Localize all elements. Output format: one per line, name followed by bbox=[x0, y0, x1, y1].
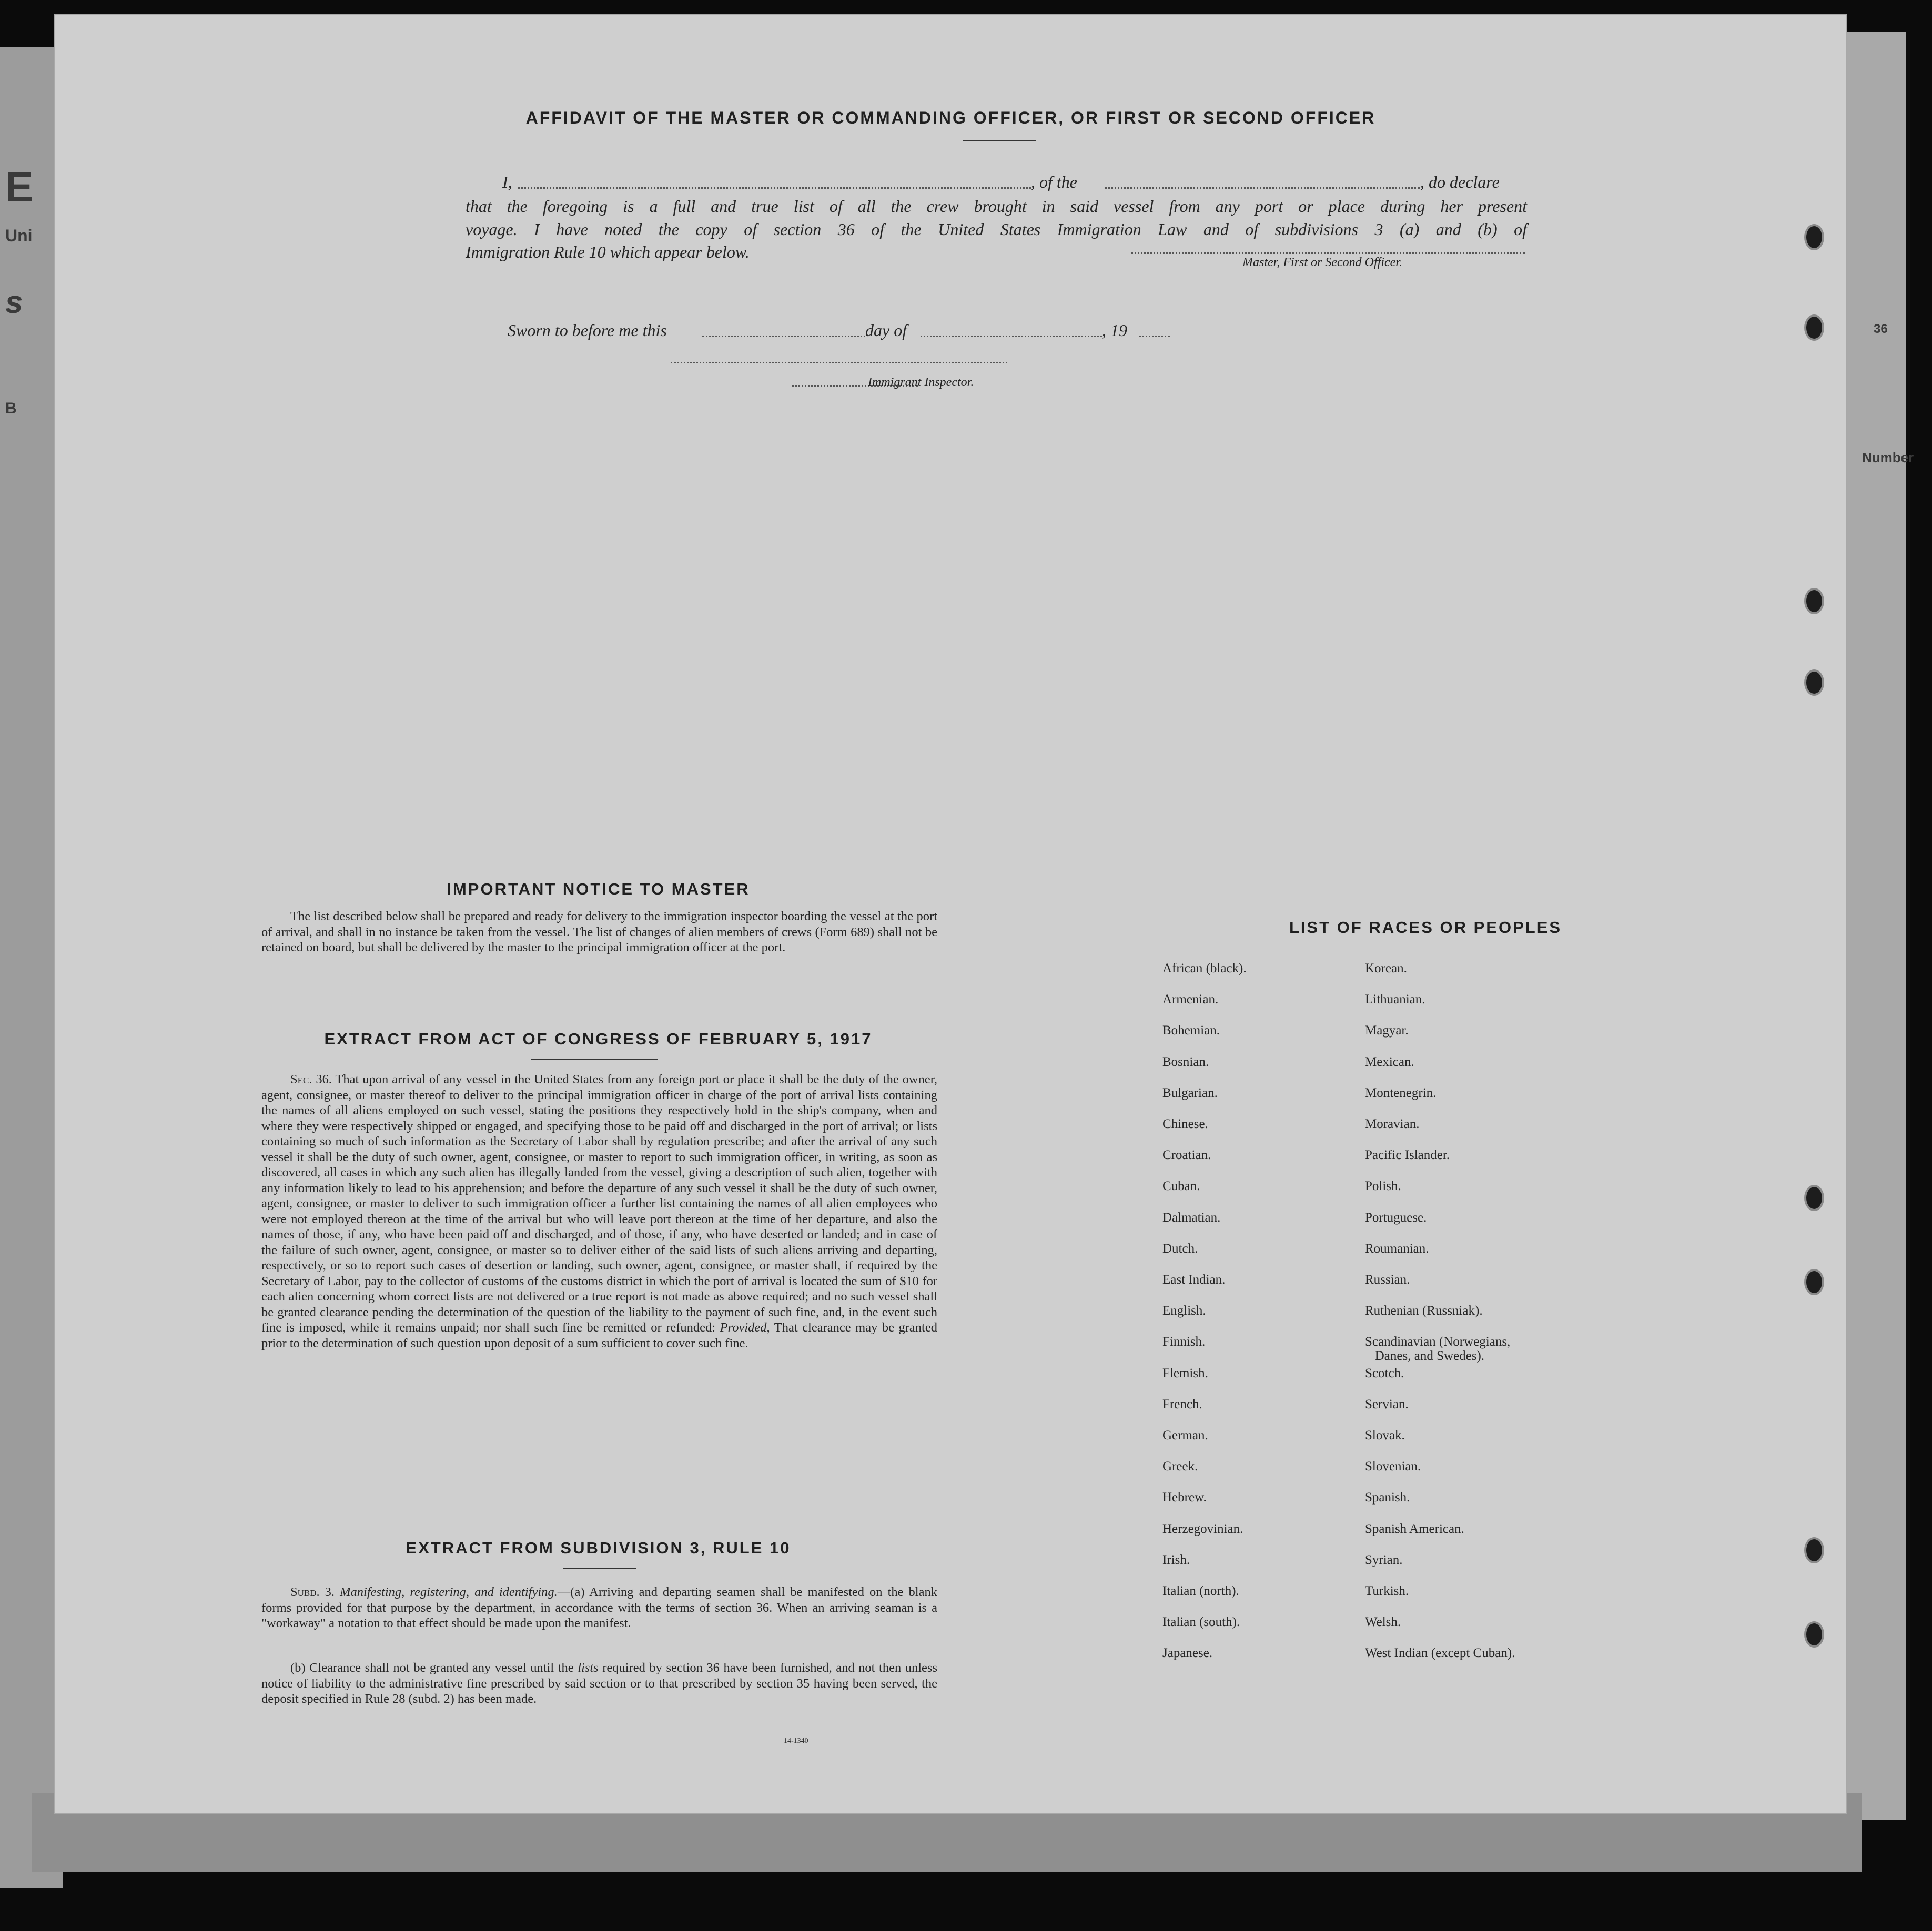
right-edge-label: Number bbox=[1862, 450, 1914, 465]
title-rule bbox=[563, 1568, 636, 1569]
notice-text: The list described below shall be prepared and ready for delivery to the immigration inspector boarding the vessel at the port of arrival, and shall in no instance be taken from the vessel. The list of changes of alien members of crews (Form 689) shall not be retained on board, but shall be delivered by the master to the principal immigration officer at the port. bbox=[261, 909, 937, 954]
binder-hole bbox=[1804, 314, 1824, 341]
rule-extract-para-a bbox=[261, 1584, 937, 1631]
race-item: Italian (north). bbox=[1162, 1584, 1239, 1598]
race-item: Moravian. bbox=[1365, 1117, 1420, 1131]
race-item: Herzegovinian. bbox=[1162, 1521, 1243, 1536]
sworn-month-blank[interactable] bbox=[921, 336, 1102, 337]
race-item: Welsh. bbox=[1365, 1615, 1401, 1630]
rule-para-b-lists: lists bbox=[578, 1661, 599, 1675]
left-edge-b: B bbox=[5, 400, 17, 417]
rule-para-a-body: —(a) Arriving and departing seamen shall be manifested on the blank forms provided for that purpose by the department, in accordance with the terms of section 36. When an arriving seaman is a "workaway" a notation to that effect should be made upon the manifest. bbox=[261, 1585, 937, 1630]
vessel-name-blank[interactable] bbox=[1105, 187, 1420, 189]
affidavit-i: I, bbox=[502, 172, 512, 191]
title-rule bbox=[531, 1059, 658, 1060]
affidavit-line-4: Immigration Rule 10 which appear below. bbox=[466, 242, 750, 261]
race-item: East Indian. bbox=[1162, 1273, 1226, 1287]
title-rule bbox=[963, 140, 1036, 141]
race-item: Ruthenian (Russniak). bbox=[1365, 1304, 1483, 1318]
race-item: Magyar. bbox=[1365, 1023, 1409, 1038]
left-edge-s: s bbox=[5, 284, 23, 320]
document-page bbox=[55, 15, 1846, 1813]
races-title: LIST OF RACES OR PEOPLES bbox=[1289, 918, 1562, 937]
race-item: German. bbox=[1162, 1428, 1208, 1442]
sworn-prefix: Sworn to before me this bbox=[508, 321, 667, 340]
binder-hole bbox=[1804, 1269, 1824, 1295]
race-item: West Indian (except Cuban). bbox=[1365, 1646, 1515, 1661]
race-item: Slovak. bbox=[1365, 1428, 1405, 1442]
subdivision-label: Subd. 3. bbox=[290, 1585, 335, 1599]
race-item: Greek. bbox=[1162, 1459, 1198, 1474]
race-item: Spanish. bbox=[1365, 1490, 1410, 1505]
rule-para-b-rest: required by section 36 have been furnished, and not then unless notice of liability to the administrative fine prescribed by said section or to that prescribed by section 35 having been served, the deposit specified in Rule 28 (subd. 2) has been made. bbox=[261, 1661, 937, 1706]
race-item: Pacific Islander. bbox=[1365, 1148, 1450, 1163]
underlying-page-left bbox=[0, 47, 63, 1888]
race-item: Mexican. bbox=[1365, 1054, 1414, 1069]
underlying-page-right bbox=[1841, 32, 1906, 1820]
affidavit-of-the: , of the bbox=[1031, 172, 1077, 191]
race-item: Cuban. bbox=[1162, 1179, 1200, 1194]
right-edge-number: 36 bbox=[1874, 322, 1888, 336]
race-item: Bohemian. bbox=[1162, 1023, 1220, 1038]
race-item: Scandinavian (Norwegians, Danes, and Swedes). bbox=[1365, 1335, 1511, 1364]
race-item: Bulgarian. bbox=[1162, 1085, 1218, 1100]
race-item: Lithuanian. bbox=[1365, 992, 1425, 1007]
sworn-year-prefix: , 19 bbox=[1102, 321, 1127, 340]
act-body: That upon arrival of any vessel in the United States from any foreign port or place it shall be the duty of the owner, agent, consignee, or master thereof to deliver to the principal immigration officer in charge of the port of arrival lists containing the names of all aliens employed on such vessel, stating the positions they respectively hold in the ship's company, when and where they were respectively shipped or engaged, and specifying those to be paid off and discharged in the port of arrival; or lists containing so much of such information as the Secretary of Labor shall by regulation prescribe; and after the arrival of any such vessel it shall be the duty of such owner, agent, consignee, or master to report to such immigration officer, in writing, as soon as discovered, all cases in which any such alien has illegally landed from the vessel, giving a description of such alien, together with any information likely to lead to his apprehension; and before the departure of any such vessel it shall be the duty of such owner, agent, consignee, or master to deliver to such immigration officer a further list containing the names of all alien employees who were not employed thereon at the time of the arrival but who will leave port thereon at the time of her departure, and also the names of those, if any, who have been paid off and discharged, and of those, if any, who have deserted or landed; and in case of the failure of such owner, agent, consignee, or master so to deliver either of the said lists of such aliens arriving and departing, respectively, or so to report such cases of desertion or landing, such owner, agent, consignee, or master shall, if required by the Secretary of Labor, pay to the collector of customs of the customs district in which the port of arrival is located the sum of $10 for each alien concerning whom correct lists are not delivered or a true report is not made as above required; and no such vessel shall be granted clearance pending the determination of the question of the liability to the payment of such fine, and, in the event such fine is imposed, while it remains unpaid; nor shall such fine be remitted or refunded: bbox=[261, 1072, 938, 1335]
race-item: Flemish. bbox=[1162, 1366, 1208, 1380]
race-item: African (black). bbox=[1162, 961, 1247, 975]
race-item: Finnish. bbox=[1162, 1335, 1206, 1349]
race-item: French. bbox=[1162, 1397, 1202, 1411]
binder-hole bbox=[1804, 588, 1824, 614]
race-item: Portuguese. bbox=[1365, 1210, 1427, 1225]
binder-hole bbox=[1804, 224, 1824, 250]
race-item: Irish. bbox=[1162, 1552, 1190, 1567]
race-item: Slovenian. bbox=[1365, 1459, 1421, 1474]
act-body-end: That clearance may be granted prior to the determination of such question upon deposit of a sum sufficient to cover such fine. bbox=[261, 1320, 937, 1350]
inspector-label: Immigrant Inspector. bbox=[868, 375, 974, 389]
race-item: Turkish. bbox=[1365, 1584, 1409, 1598]
sworn-day-blank[interactable] bbox=[702, 336, 865, 337]
race-item: Polish. bbox=[1365, 1179, 1401, 1194]
race-item: English. bbox=[1162, 1304, 1206, 1318]
race-item: Roumanian. bbox=[1365, 1241, 1429, 1256]
affidavit-title: AFFIDAVIT OF THE MASTER OR COMMANDING OFFICER, OR FIRST OR SECOND OFFICER bbox=[525, 108, 1376, 127]
master-signature-line[interactable] bbox=[1131, 252, 1525, 254]
master-signature-label: Master, First or Second Officer. bbox=[1242, 256, 1402, 269]
race-item: Chinese. bbox=[1162, 1117, 1208, 1131]
master-name-blank[interactable] bbox=[518, 187, 1031, 189]
binder-hole bbox=[1804, 1537, 1824, 1563]
affidavit-line-3: voyage. I have noted the copy of section 36 of the United States Immigration Law and of subdivisions 3 (a) and (b) of bbox=[466, 220, 1527, 239]
race-item: Korean. bbox=[1365, 961, 1407, 975]
binder-hole bbox=[1804, 669, 1824, 696]
sworn-year-blank[interactable] bbox=[1139, 336, 1170, 337]
affidavit-do-declare: , do declare bbox=[1420, 172, 1500, 191]
inspector-signature-line-upper[interactable] bbox=[671, 362, 1007, 363]
race-item: Scotch. bbox=[1365, 1366, 1404, 1380]
race-item: Syrian. bbox=[1365, 1552, 1403, 1567]
notice-title: IMPORTANT NOTICE TO MASTER bbox=[447, 880, 750, 898]
section-label: Sec. 36. bbox=[290, 1072, 332, 1086]
race-item: Croatian. bbox=[1162, 1148, 1211, 1163]
subdivision-heading: Manifesting, registering, and identifying. bbox=[340, 1585, 558, 1599]
affidavit-line-2: that the foregoing is a full and true list of all the crew brought in said vessel from any port or place during her present bbox=[466, 197, 1527, 216]
act-extract-title: EXTRACT FROM ACT OF CONGRESS OF FEBRUARY 5, 1917 bbox=[324, 1030, 873, 1048]
race-item: Bosnian. bbox=[1162, 1054, 1209, 1069]
race-item: Dutch. bbox=[1162, 1241, 1198, 1256]
binder-hole bbox=[1804, 1185, 1824, 1211]
race-item: Armenian. bbox=[1162, 992, 1219, 1007]
race-item: Italian (south). bbox=[1162, 1615, 1240, 1630]
race-item: Servian. bbox=[1365, 1397, 1409, 1411]
race-item: Russian. bbox=[1365, 1273, 1410, 1287]
rule-para-b-prefix: (b) Clearance shall not be granted any vessel until the bbox=[290, 1661, 574, 1675]
form-number: 14-1340 bbox=[784, 1737, 808, 1745]
rule-extract-para-b bbox=[261, 1660, 937, 1707]
sworn-day-of: day of bbox=[865, 321, 907, 340]
race-item: Hebrew. bbox=[1162, 1490, 1207, 1505]
left-edge-unit: Uni bbox=[5, 226, 33, 245]
binder-hole bbox=[1804, 1621, 1824, 1648]
left-edge-letter: E bbox=[5, 164, 34, 210]
race-item: Dalmatian. bbox=[1162, 1210, 1221, 1225]
rule-extract-title: EXTRACT FROM SUBDIVISION 3, RULE 10 bbox=[406, 1539, 791, 1557]
race-item: Montenegrin. bbox=[1365, 1085, 1437, 1100]
race-item: Spanish American. bbox=[1365, 1521, 1464, 1536]
provided-label: Provided, bbox=[720, 1320, 770, 1335]
race-item: Japanese. bbox=[1162, 1646, 1213, 1661]
act-extract-text bbox=[261, 1072, 937, 1351]
